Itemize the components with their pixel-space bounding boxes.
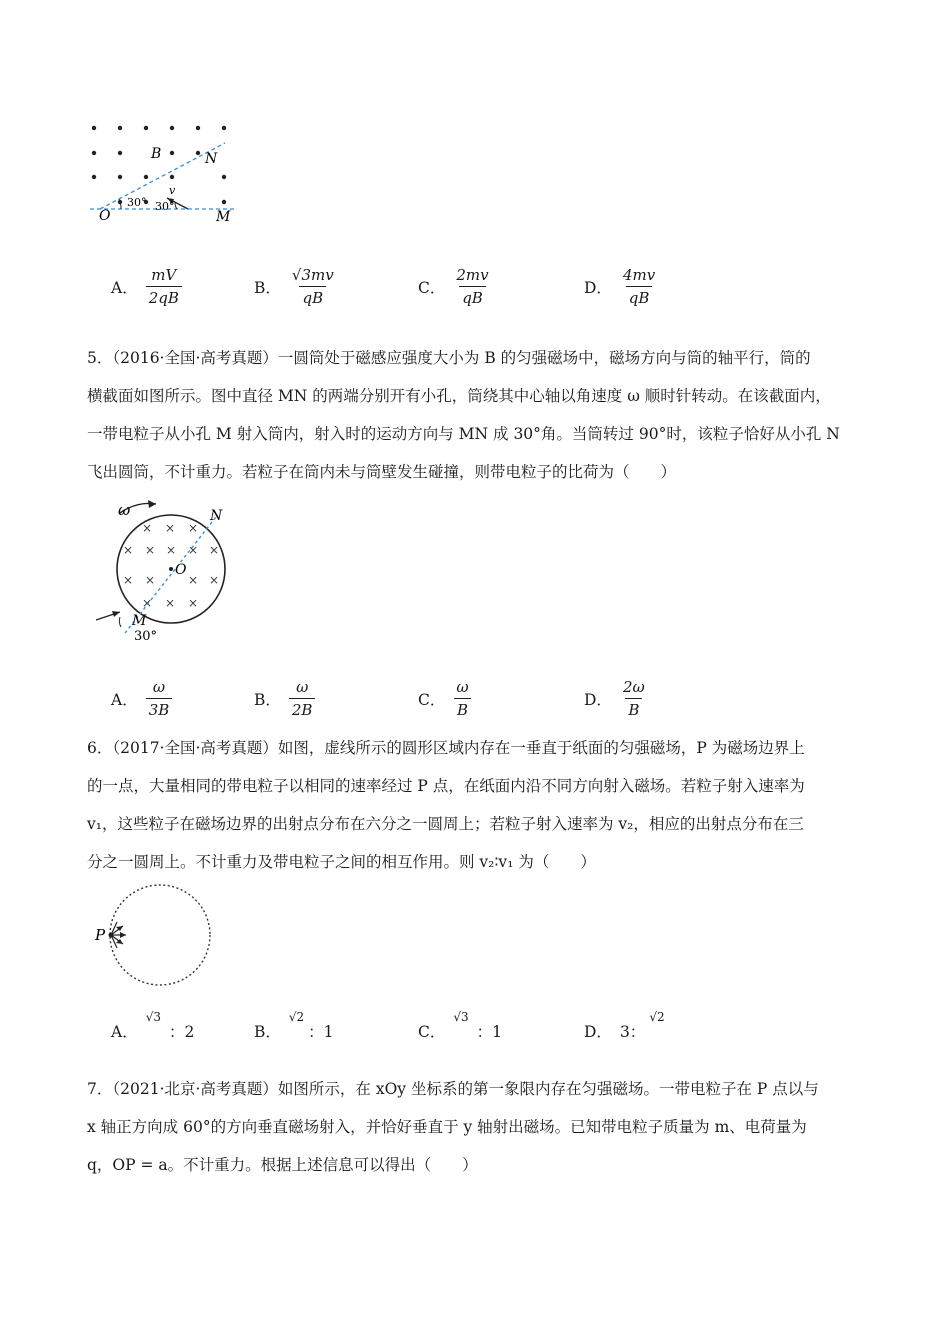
q7-stem (87, 1070, 867, 1184)
angle-30-left: 30° (127, 196, 147, 209)
svg-text:×: × (145, 543, 156, 557)
fraction: $\frac{\omega}{2B}$ (289, 676, 316, 721)
svg-text:×: × (188, 521, 199, 535)
fraction: $\frac{√3mv}{qB}$ (291, 266, 334, 307)
q4-option-d[interactable]: D． $\frac{4mv}{qB}$ (584, 264, 658, 309)
svg-text:×: × (165, 596, 176, 610)
q6-line: v₁，这些粒子在磁场边界的出射点分布在六分之一圆周上；若粒子射入速率为 v₂，相应的出射点分布在三 (87, 815, 804, 833)
q5-line: 5．（2016·全国·高考真题）一圆筒处于磁感应强度大小为 B 的匀强磁场中，磁场方向与筒的轴平行，筒的 (87, 349, 811, 367)
svg-text:×: × (145, 573, 156, 587)
svg-text:×: × (142, 521, 153, 535)
q5-option-d[interactable]: D． $\frac{2\omega}{B}$ (584, 676, 648, 721)
svg-text:×: × (188, 573, 199, 587)
q6-line: 分之一圆周上。不计重力及带电粒子之间的相互作用。则 v₂∶v₁ 为（ ） (87, 853, 596, 871)
q6-option-a[interactable]: A． √3 ：2 (111, 1010, 195, 1041)
svg-text:×: × (165, 521, 176, 535)
fraction: $\frac{2mv}{qB}$ (456, 266, 489, 307)
label-O: O (175, 562, 187, 578)
label-N: N (205, 151, 218, 167)
fraction: $\frac{4mv}{qB}$ (622, 266, 656, 307)
q5-option-c[interactable]: C． $\frac{\omega}{B}$ (418, 676, 472, 721)
svg-text:×: × (188, 543, 199, 557)
label-angle: 30° (134, 629, 158, 644)
label-P: P (95, 926, 106, 944)
svg-text:×: × (209, 573, 220, 587)
svg-text:×: × (209, 543, 220, 557)
label-M: M (132, 613, 147, 629)
q6-stem (87, 729, 867, 881)
q4-option-c[interactable]: C． $\frac{2mv}{qB}$ (418, 264, 492, 309)
q6-option-d[interactable]: D． 3： √2 (584, 1010, 665, 1041)
q6-line: 的一点，大量相同的带电粒子以相同的速率经过 P 点，在纸面内沿不同方向射入磁场。若粒子射入速率为 (87, 777, 805, 795)
q5-line: 一带电粒子从小孔 M 射入筒内，射入时的运动方向与 MN 成 30°角。当筒转过 90°时，该粒子恰好从小孔 N (87, 425, 840, 443)
fraction: $\frac{2\omega}{B}$ (622, 678, 645, 719)
svg-text:×: × (123, 573, 134, 587)
q7-line: q，OP = a。不计重力。根据上述信息可以得出（ ） (87, 1156, 478, 1174)
svg-text:×: × (188, 596, 199, 610)
q5-line: 横截面如图所示。图中直径 MN 的两端分别开有小孔，筒绕其中心轴以角速度 ω 顺时针转动。在该截面内， (87, 387, 831, 405)
q6-option-b[interactable]: B． √2 ：1 (254, 1010, 334, 1041)
angle-30-right: 30° (155, 200, 175, 213)
fraction: $\frac{mV}{2qB}$ (146, 264, 182, 309)
svg-text:×: × (166, 543, 177, 557)
q5-figure (92, 495, 242, 655)
q5-stem (87, 339, 867, 491)
svg-text:×: × (123, 543, 134, 557)
field-crosses (123, 521, 219, 610)
label-omega: ω (118, 501, 131, 519)
label-M: M (216, 209, 231, 225)
q4-option-a[interactable]: A． $\frac{mV}{2qB}$ (111, 264, 182, 309)
q4-option-b[interactable]: B． $\frac{√3mv}{qB}$ (254, 264, 337, 309)
q6-figure (90, 880, 220, 992)
q5-option-a[interactable]: A． $\frac{\omega}{3B}$ (111, 676, 172, 721)
fraction: $\frac{\omega}{B}$ (453, 676, 471, 721)
q6-line: 6．（2017·全国·高考真题）如图，虚线所示的圆形区域内存在一垂直于纸面的匀强磁场，P 为磁场边界上 (87, 739, 805, 757)
fraction: $\frac{\omega}{3B}$ (146, 676, 173, 721)
q5-option-b[interactable]: B． $\frac{\omega}{2B}$ (254, 676, 315, 721)
q6-option-c[interactable]: C． √3 ：1 (418, 1010, 503, 1041)
q5-line: 飞出圆筒，不计重力。若粒子在筒内未与筒壁发生碰撞，则带电粒子的比荷为（ ） (87, 463, 677, 481)
q7-line: x 轴正方向成 60°的方向垂直磁场射入，并恰好垂直于 y 轴射出磁场。已知带电粒子质量为 m、电荷量为 (87, 1118, 807, 1136)
q4-figure (85, 118, 245, 228)
label-O: O (99, 208, 111, 224)
q7-line: 7．（2021·北京·高考真题）如图所示，在 xOy 坐标系的第一象限内存在匀强磁场。一带电粒子在 P 点以与 (87, 1080, 819, 1098)
label-B: B (151, 146, 162, 162)
label-N: N (210, 508, 223, 524)
label-v: v (169, 184, 176, 197)
svg-text:×: × (142, 596, 153, 610)
